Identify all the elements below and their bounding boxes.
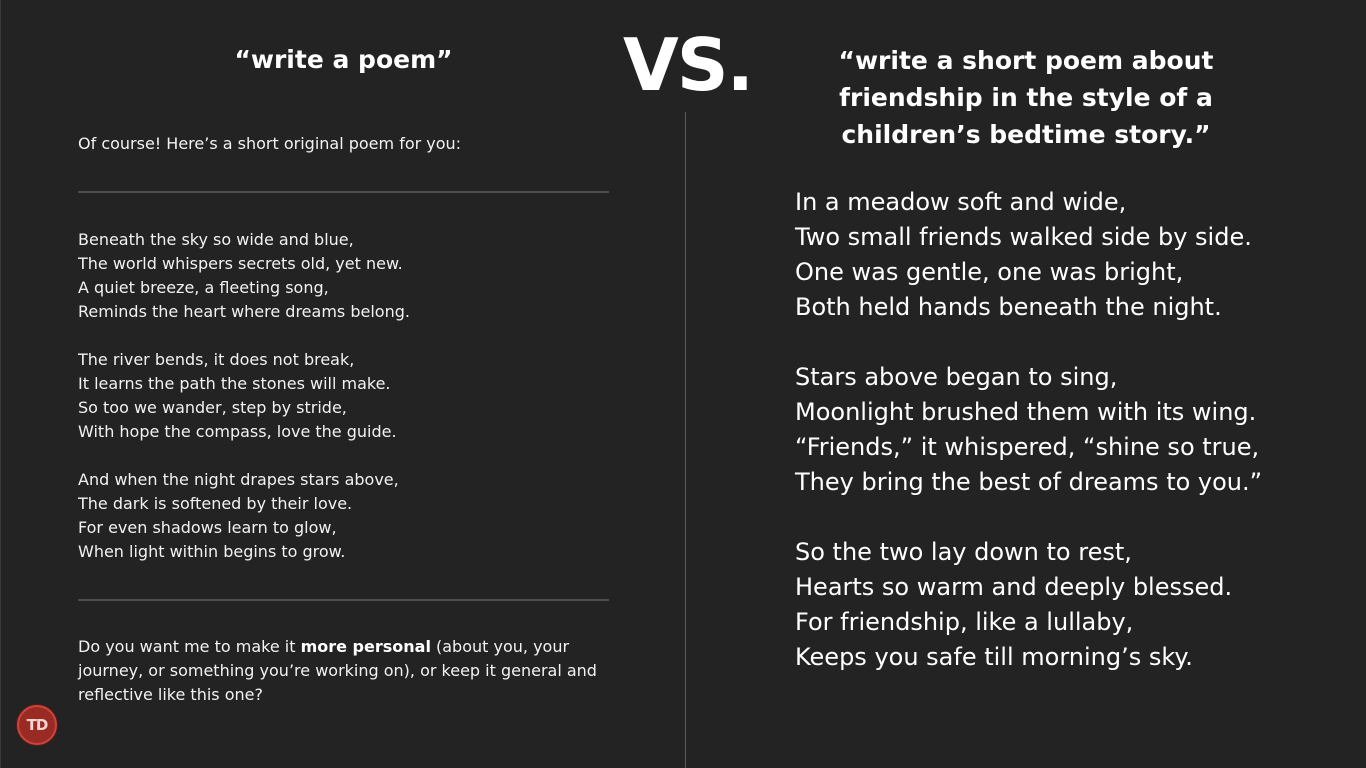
left-intro-text: Of course! Here’s a short original poem for you: — [78, 134, 462, 153]
poem-line: They bring the best of dreams to you.” — [795, 468, 1263, 496]
left-prompt-title: “write a poem” — [234, 45, 453, 74]
poem-line: The dark is softened by their love. — [78, 494, 353, 513]
outro-text-start: Do you want me to make it — [78, 637, 301, 656]
poem-line: For friendship, like a lullaby, — [795, 608, 1134, 636]
right-prompt-title: “write a short poem about friendship in the style of a children’s bedtime story.” — [838, 46, 1214, 149]
vs-label: VS. — [623, 23, 752, 107]
right-stanza-3 — [795, 535, 1315, 675]
poem-line: When light within begins to grow. — [78, 542, 346, 561]
poem-line: One was gentle, one was bright, — [795, 258, 1184, 286]
poem-line: Stars above began to sing, — [795, 363, 1118, 391]
poem-line: The world whispers secrets old, yet new. — [78, 254, 403, 273]
left-stanza-3 — [78, 468, 609, 564]
poem-line: Two small friends walked side by side. — [795, 223, 1252, 251]
poem-line: It learns the path the stones will make. — [78, 374, 391, 393]
left-outro-text — [78, 635, 609, 707]
left-stanza-1 — [78, 228, 609, 324]
poem-line: Hearts so warm and deeply blessed. — [795, 573, 1233, 601]
poem-line: With hope the compass, love the guide. — [78, 422, 397, 441]
left-top-rule — [78, 191, 609, 193]
right-stanza-2 — [795, 360, 1315, 500]
poem-line: For even shadows learn to glow, — [78, 518, 337, 537]
poem-line: Moonlight brushed them with its wing. — [795, 398, 1257, 426]
poem-line: Reminds the heart where dreams belong. — [78, 302, 410, 321]
right-poem — [795, 185, 1315, 675]
poem-line: And when the night drapes stars above, — [78, 470, 399, 489]
poem-line: Both held hands beneath the night. — [795, 293, 1222, 321]
outro-text-end: (about you, your journey, or something you’re working on), or keep it general and reflective like this one? — [78, 637, 597, 704]
poem-line: In a meadow soft and wide, — [795, 188, 1127, 216]
right-stanza-1 — [795, 185, 1315, 325]
left-stanza-2 — [78, 348, 609, 444]
poem-line: So the two lay down to rest, — [795, 538, 1132, 566]
poem-line: A quiet breeze, a fleeting song, — [78, 278, 329, 297]
poem-line: The river bends, it does not break, — [78, 350, 355, 369]
td-logo-icon: TD — [17, 705, 57, 745]
outro-bold-phrase: more personal — [300, 637, 431, 656]
poem-line: So too we wander, step by stride, — [78, 398, 347, 417]
center-divider — [685, 112, 686, 768]
left-bottom-rule — [78, 599, 609, 601]
poem-line: Beneath the sky so wide and blue, — [78, 230, 354, 249]
left-poem — [78, 228, 609, 564]
poem-line: “Friends,” it whispered, “shine so true, — [795, 433, 1260, 461]
poem-line: Keeps you safe till morning’s sky. — [795, 643, 1193, 671]
